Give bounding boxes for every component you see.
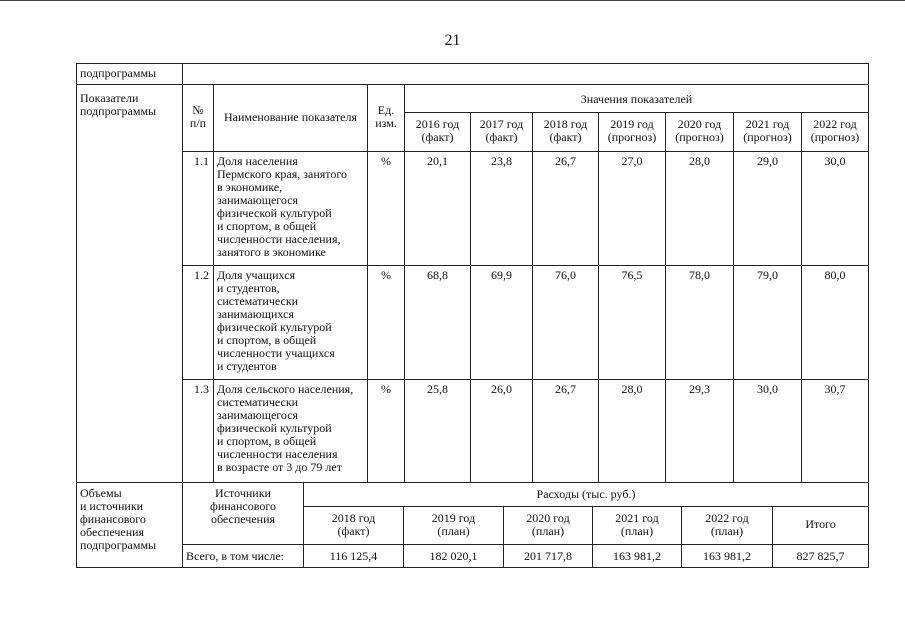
year-header: 2019 год (прогноз) bbox=[607, 117, 657, 144]
unit-value: % bbox=[381, 382, 391, 396]
sources-header: Источники финансового обеспечения bbox=[210, 486, 276, 526]
funding-year-header: 2022 год (план) bbox=[705, 511, 749, 538]
funding-value-cell: 163 981,2 bbox=[703, 549, 751, 563]
row-number: 1.2 bbox=[194, 268, 209, 282]
indicator-name: Доля учащихся и студентов, систематически занимающихся физической культурой и спортом, в общей численности учащихся и студентов bbox=[217, 268, 335, 373]
expenses-header: Расходы (тыс. руб.) bbox=[536, 487, 636, 501]
value-cell: 20,1 bbox=[427, 154, 448, 168]
indicator-name: Доля сельского населения, систематически занимающегося физической культурой и спортом, в общей численности населения в возрасте от 3 до 79 лет bbox=[217, 382, 354, 474]
funding-year-header: 2021 год (план) bbox=[615, 511, 659, 538]
funding-value-cell: 182 020,1 bbox=[429, 549, 478, 563]
value-cell: 25,8 bbox=[427, 382, 448, 396]
unit-header: Ед. изм. bbox=[375, 103, 397, 130]
funding-year-header: 2019 год (план) bbox=[431, 511, 476, 538]
value-cell: 30,0 bbox=[824, 154, 846, 168]
funding-total-cell: 827 825,7 bbox=[796, 549, 845, 563]
year-header: 2021 год (прогноз) bbox=[743, 117, 792, 144]
total-header: Итого bbox=[805, 517, 836, 531]
funding-value-cell: 116 125,4 bbox=[329, 549, 378, 563]
value-cell: 26,7 bbox=[555, 382, 576, 396]
year-header: 2016 год (факт) bbox=[415, 117, 460, 144]
year-header: 2017 год (факт) bbox=[479, 117, 524, 144]
total-row-label: Всего, в том числе: bbox=[186, 549, 284, 563]
value-cell: 26,0 bbox=[491, 382, 512, 396]
indicator-name: Доля населения Пермского края, занятого в экономике, занимающегося физической культурой и спортом, в общей численности населения, занятого в экономике bbox=[217, 154, 347, 259]
value-cell: 76,0 bbox=[555, 268, 576, 282]
value-cell: 26,7 bbox=[555, 154, 576, 168]
value-cell: 23,8 bbox=[491, 154, 512, 168]
funding-value-cell: 163 981,2 bbox=[613, 549, 661, 563]
values-header: Значения показателей bbox=[580, 92, 693, 106]
value-cell: 30,7 bbox=[824, 382, 846, 396]
value-cell: 80,0 bbox=[824, 268, 846, 282]
funding-value-cell: 201 717,8 bbox=[524, 549, 572, 563]
value-cell: 29,3 bbox=[689, 382, 710, 396]
value-cell: 78,0 bbox=[689, 268, 710, 282]
row-label-top: подпрограммы bbox=[80, 66, 157, 80]
value-cell: 69,9 bbox=[491, 268, 512, 282]
page-number: 21 bbox=[444, 32, 461, 49]
unit-value: % bbox=[381, 268, 391, 282]
row-number: 1.1 bbox=[194, 154, 209, 168]
value-cell: 29,0 bbox=[757, 154, 778, 168]
value-cell: 27,0 bbox=[621, 154, 643, 168]
year-header: 2022 год (прогноз) bbox=[810, 117, 860, 144]
unit-value: % bbox=[381, 154, 391, 168]
value-cell: 79,0 bbox=[757, 268, 778, 282]
year-header: 2020 год (прогноз) bbox=[675, 117, 724, 144]
num-header: № п/п bbox=[189, 103, 207, 130]
funding-year-header: 2018 год (факт) bbox=[331, 511, 376, 538]
funding-label: Объемы и источники финансового обеспечения подпрограммы bbox=[80, 486, 157, 552]
value-cell: 28,0 bbox=[689, 154, 710, 168]
value-cell: 28,0 bbox=[621, 382, 643, 396]
top-rule bbox=[0, 0, 905, 1]
value-cell: 30,0 bbox=[757, 382, 778, 396]
value-cell: 68,8 bbox=[427, 268, 448, 282]
value-cell: 76,5 bbox=[621, 268, 643, 282]
name-header: Наименование показателя bbox=[224, 110, 357, 124]
row-number: 1.3 bbox=[194, 382, 209, 396]
year-header: 2018 год (факт) bbox=[543, 117, 588, 144]
indicators-label: Показатели подпрограммы bbox=[80, 91, 157, 118]
funding-year-header: 2020 год (план) bbox=[526, 511, 570, 538]
